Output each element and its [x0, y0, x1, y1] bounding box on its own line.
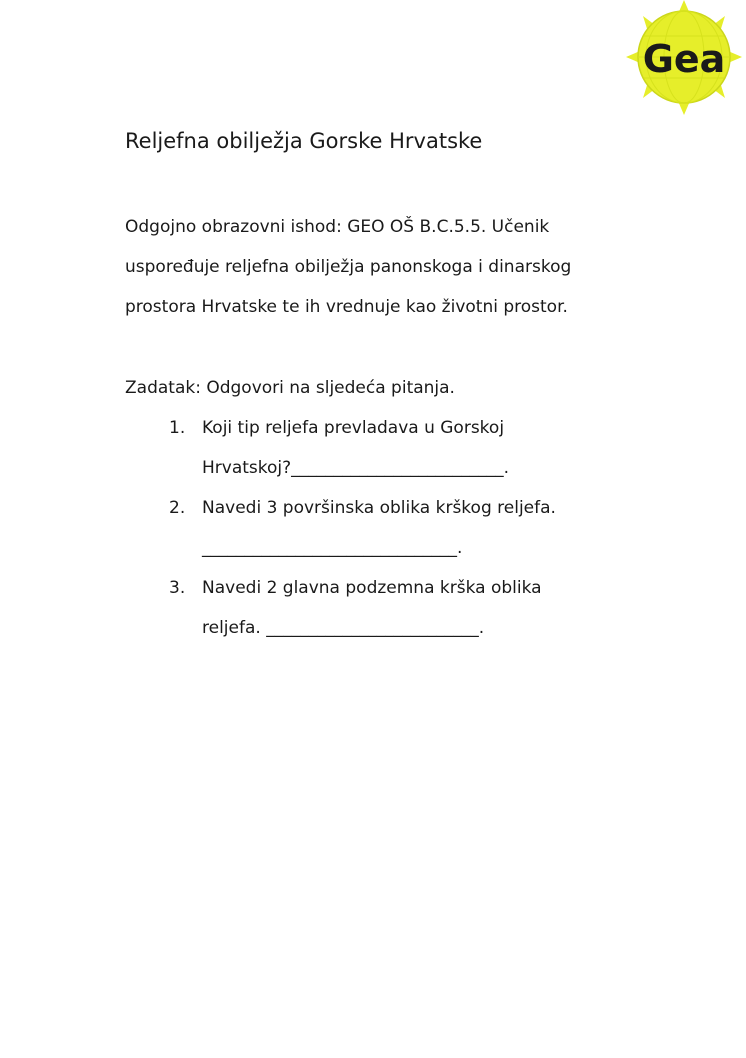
logo-text: Gea [642, 37, 726, 81]
page-title: Reljefna obilježja Gorske Hrvatske [125, 129, 483, 153]
answer-blank[interactable]: Hrvatskoj?_________________________. [202, 458, 510, 478]
question-text: Navedi 2 glavna podzemna krška oblika [202, 578, 542, 598]
question-number: 1. [169, 418, 186, 438]
question-number: 2. [169, 498, 186, 518]
outcome-line: Odgojno obrazovni ishod: GEO OŠ B.C.5.5. Učenik [125, 217, 550, 237]
learning-outcome [125, 207, 645, 327]
question-item [125, 408, 645, 488]
question-item [125, 488, 645, 568]
question-list [125, 408, 645, 648]
answer-blank[interactable]: reljefa. _________________________. [202, 618, 485, 638]
question-text: Koji tip reljefa prevladava u Gorskoj [202, 418, 505, 438]
answer-blank[interactable]: ______________________________. [202, 538, 463, 558]
question-number: 3. [169, 578, 186, 598]
question-item [125, 568, 645, 648]
outcome-line: prostora Hrvatske te ih vrednuje kao životni prostor. [125, 297, 568, 317]
outcome-line: uspoređuje reljefna obilježja panonskoga i dinarskog [125, 257, 572, 277]
task-instruction: Zadatak: Odgovori na sljedeća pitanja. [125, 378, 455, 398]
question-text: Navedi 3 površinska oblika krškog reljefa. [202, 498, 556, 518]
gea-logo [624, 0, 744, 115]
